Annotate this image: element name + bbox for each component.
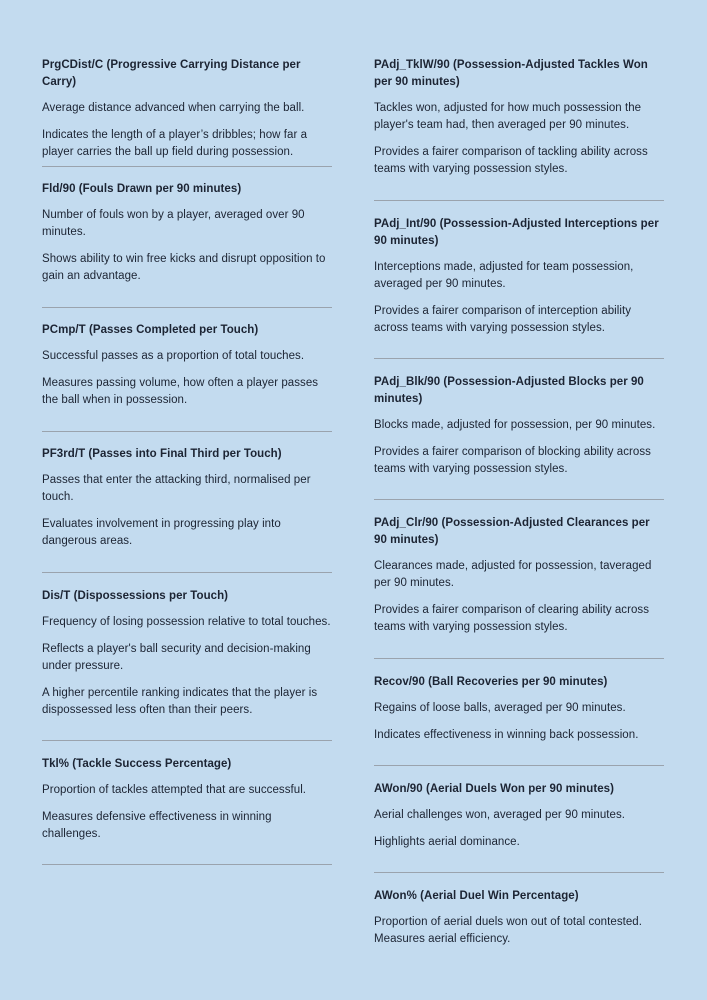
section-divider [42, 307, 332, 308]
metric-note: A higher percentile ranking indicates that the player is dispossessed less often than their peers. [42, 687, 318, 716]
metric-entry-padj-tklw [374, 57, 664, 188]
metric-definition: Average distance advanced when carrying the ball. [42, 102, 305, 114]
metric-entry-awon [374, 781, 664, 861]
metric-note: Indicates effectiveness in winning back possession. [374, 729, 639, 741]
metric-title: PF3rd/T (Passes into Final Third per Touch) [42, 448, 282, 460]
section-divider [374, 765, 664, 766]
metric-note: Reflects a player's ball security and decision-making under pressure. [42, 643, 311, 672]
metric-title: PCmp/T (Passes Completed per Touch) [42, 324, 259, 336]
metric-entry-awon-pct [374, 888, 664, 958]
metric-definition: Blocks made, adjusted for possession, per 90 minutes. [374, 419, 656, 431]
metric-note: Evaluates involvement in progressing play into dangerous areas. [42, 518, 281, 547]
metric-title: PrgCDist/C (Progressive Carrying Distance per Carry) [42, 59, 301, 88]
metric-definition: Passes that enter the attacking third, normalised per touch. [42, 474, 311, 503]
metric-definition: Successful passes as a proportion of total touches. [42, 350, 305, 362]
section-divider [42, 572, 332, 573]
metric-title: Dis/T (Dispossessions per Touch) [42, 590, 229, 602]
metric-entry-pf3rd [42, 446, 332, 560]
metric-entry-recov [374, 674, 664, 754]
metric-title: PAdj_Clr/90 (Possession-Adjusted Clearances per 90 minutes) [374, 517, 650, 546]
metric-title: Tkl% (Tackle Success Percentage) [42, 758, 232, 770]
section-divider [374, 872, 664, 873]
metric-entry-tkl-pct [42, 756, 332, 853]
metric-definition: Regains of loose balls, averaged per 90 minutes. [374, 702, 626, 714]
section-divider [374, 658, 664, 659]
section-divider [42, 864, 332, 865]
metric-title: AWon/90 (Aerial Duels Won per 90 minutes) [374, 783, 614, 795]
metric-entry-padj-clr [374, 515, 664, 646]
metric-entry-padj-blk [374, 374, 664, 488]
metric-note: Provides a fairer comparison of clearing ability across teams with varying possession styles. [374, 604, 650, 633]
metric-title: AWon% (Aerial Duel Win Percentage) [374, 890, 579, 902]
metric-definition: Proportion of tackles attempted that are successful. [42, 784, 307, 796]
section-divider [374, 200, 664, 201]
metric-entry-pcmp [42, 322, 332, 419]
metric-note: Measures defensive effectiveness in winning challenges. [42, 811, 272, 840]
metric-note: Highlights aerial dominance. [374, 836, 520, 848]
metric-definition: Frequency of losing possession relative to total touches. [42, 616, 331, 628]
metric-note: Provides a fairer comparison of tackling ability across teams with varying possession styles. [374, 146, 648, 175]
metric-definition: Aerial challenges won, averaged per 90 minutes. [374, 809, 626, 821]
metric-note: Measures passing volume, how often a player passes the ball when in possession. [42, 377, 319, 406]
section-divider [42, 431, 332, 432]
metric-definition: Interceptions made, adjusted for team possession, averaged per 90 minutes. [374, 261, 634, 290]
metric-entry-padj-int [374, 216, 664, 347]
section-divider [374, 499, 664, 500]
metric-definition: Tackles won, adjusted for how much possession the player's team had, then averaged per 90 minutes. [374, 102, 642, 131]
metric-title: PAdj_Blk/90 (Possession-Adjusted Blocks per 90 minutes) [374, 376, 644, 405]
metric-note: Provides a fairer comparison of interception ability across teams with varying possession styles. [374, 305, 631, 334]
metric-entry-prgcdist [42, 57, 332, 171]
metric-title: PAdj_TklW/90 (Possession-Adjusted Tackles Won per 90 minutes) [374, 59, 648, 88]
metric-title: PAdj_Int/90 (Possession-Adjusted Interceptions per 90 minutes) [374, 218, 659, 247]
metric-note: Indicates the length of a player’s dribbles; how far a player carries the ball up field during possession. [42, 129, 308, 158]
metric-entry-fld [42, 181, 332, 295]
metric-title: Fld/90 (Fouls Drawn per 90 minutes) [42, 183, 242, 195]
metric-definition: Proportion of aerial duels won out of total contested. Measures aerial efficiency. [374, 916, 643, 945]
metric-entry-dis [42, 588, 332, 729]
section-divider [42, 166, 332, 167]
metric-note: Shows ability to win free kicks and disrupt opposition to gain an advantage. [42, 253, 326, 282]
section-divider [42, 740, 332, 741]
section-divider [374, 358, 664, 359]
metric-note: Provides a fairer comparison of blocking ability across teams with varying possession styles. [374, 446, 651, 475]
metric-definition: Clearances made, adjusted for possession, taveraged per 90 minutes. [374, 560, 652, 589]
metric-definition: Number of fouls won by a player, averaged over 90 minutes. [42, 209, 305, 238]
metric-title: Recov/90 (Ball Recoveries per 90 minutes) [374, 676, 608, 688]
